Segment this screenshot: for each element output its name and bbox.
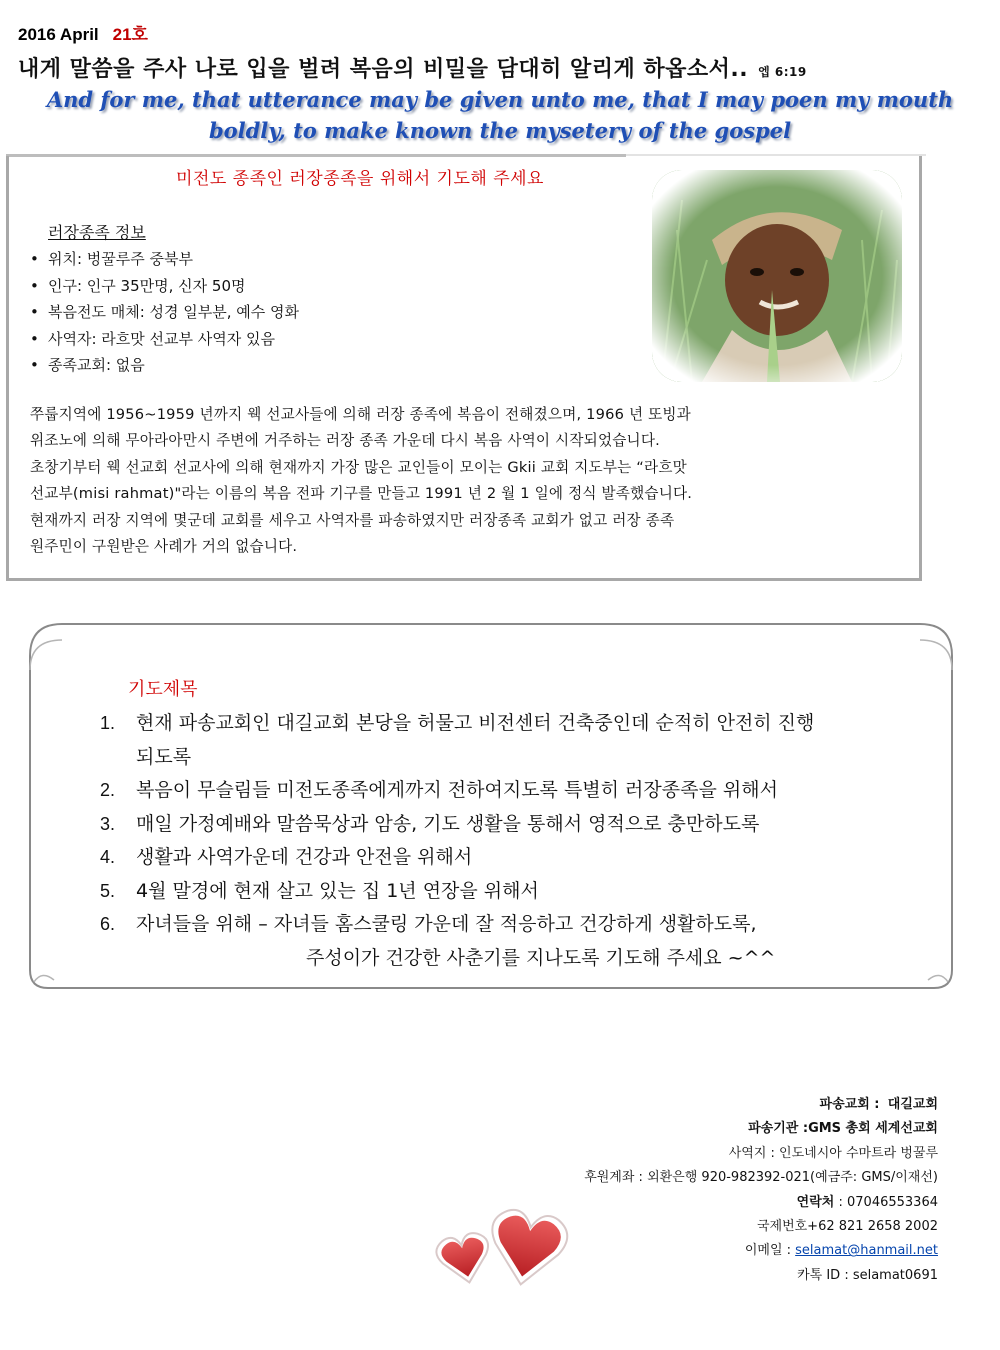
prayer-item <box>100 875 920 909</box>
prayer-item <box>100 841 920 875</box>
fact-church: • 종족교회: 없음 <box>30 352 299 379</box>
email-link[interactable]: selamat@hanmail.net <box>795 1243 938 1259</box>
prayer-item-text-cont: 되도록 <box>136 745 192 768</box>
prayer-item-text: 현재 파송교회인 대길교회 본당을 허물고 비전센터 건축중인데 순적히 안전히 진행 <box>136 712 815 734</box>
email-row <box>584 1239 938 1263</box>
prayer-item-text: 자녀들을 위해 – 자녀들 홈스쿨링 가운데 잘 적응하고 건강하게 생활하도록, <box>136 913 757 935</box>
info-title: 미전도 종족인 러장종족을 위해서 기도해 주세요 <box>176 169 544 189</box>
korean-verse-text: 내게 말씀을 주사 나로 입을 벌려 복음의 비밀을 담대히 알리게 하옵소서.. <box>18 57 749 82</box>
prayer-list <box>100 707 920 975</box>
contact-info <box>584 1093 938 1288</box>
tribe-child-photo <box>652 170 902 382</box>
paragraph-line: 쭈룹지역에 1956~1959 년까지 웩 선교사들에 의해 러장 종족에 복음이 전해졌으며, 1966 년 또빙과 <box>30 406 691 423</box>
kakao-id: 카톡 ID : selamat0691 <box>797 1267 938 1283</box>
prayer-item-text: 4월 말경에 현재 살고 있는 집 1년 연장을 위해서 <box>136 879 539 902</box>
prayer-item-number: 4. <box>100 847 116 867</box>
phone-value: : 07046553364 <box>838 1194 938 1210</box>
prayer-item-number: 5. <box>100 880 116 901</box>
phone-row <box>584 1191 938 1215</box>
korean-verse <box>18 52 807 83</box>
prayer-item-number: 1. <box>100 713 116 733</box>
prayer-item-text: 매일 가정예배와 말씀묵상과 암송, 기도 생활을 통해서 영적으로 충만하도록 <box>136 812 760 835</box>
prayer-item <box>100 908 920 975</box>
fact-population: • 인구: 인구 35만명, 신자 50명 <box>30 273 299 300</box>
prayer-item-text-cont: 주성이가 건강한 사춘기를 지나도록 기도해 주세요 ~^^ <box>306 946 776 969</box>
email-label: 이메일 : <box>744 1243 792 1259</box>
paragraph-line: 현재까지 러장 지역에 몇군데 교회를 세우고 사역자를 파송하였지만 러장종족 교회가 없고 러장 종족 <box>30 511 675 529</box>
paragraph-line: 초창기부터 웩 선교회 선교사에 의해 현재까지 가장 많은 교인들이 모이는 Gkii 교회 지도부는 “라흐맛 <box>30 458 687 476</box>
sending-church-label: 파송교회 : <box>819 1097 880 1112</box>
photo-illustration <box>652 170 902 382</box>
paragraph-line: 원주민이 구원받은 사례가 거의 없습니다. <box>30 538 298 556</box>
sending-org-label: 파송기관 : <box>748 1121 809 1137</box>
newsletter-date <box>18 20 148 45</box>
sending-org-row <box>584 1117 938 1141</box>
issue-number: 21호 <box>112 25 148 44</box>
fact-workers: • 사역자: 라흐맛 선교부 사역자 있음 <box>30 326 299 353</box>
verse-reference: 엡 6:19 <box>758 65 807 79</box>
mission-field: 사역지 : 인도네시아 수마트라 벙꿀루 <box>728 1145 938 1161</box>
prayer-item <box>100 707 920 774</box>
date-text: 2016 April <box>18 25 99 44</box>
hearts-icon <box>430 1195 580 1295</box>
paragraph-line: 선교부(misi rahmat)"라는 이름의 복음 전파 기구를 만들고 1991 년 2 월 1 일에 정식 발족했습니다. <box>30 485 693 503</box>
prayer-item-number: 6. <box>100 914 116 934</box>
support-account: 후원계좌 : 외환은행 920-982392-021(예금주: GMS/이재선) <box>584 1170 938 1186</box>
tribe-facts-list <box>30 246 299 379</box>
sending-org-value: GMS 총회 세계선교회 <box>808 1121 938 1137</box>
prayer-heading: 기도제목 <box>128 679 198 700</box>
fact-media: • 복음전도 매체: 성경 일부분, 예수 영화 <box>30 299 299 326</box>
sending-church-value: 대길교회 <box>887 1097 938 1112</box>
paragraph-line: 위조노에 의해 무아라아만시 주변에 거주하는 러장 종족 가운데 다시 복음 사역이 시작되었습니다. <box>30 432 660 450</box>
fact-location: • 위치: 벙꿀루주 중북부 <box>30 246 299 273</box>
prayer-item <box>100 808 920 842</box>
phone-label: 연락처 <box>796 1194 835 1210</box>
intl-phone: 국제번호+62 821 2658 2002 <box>756 1219 938 1235</box>
prayer-item-text: 생활과 사역가운데 건강과 안전을 위해서 <box>136 846 473 868</box>
prayer-item-number: 3. <box>100 813 116 834</box>
prayer-item <box>100 774 920 808</box>
english-verse: And for me, that utterance may be given unto me, that I may poen my mouth boldly, to make known the mysetery of the gospel <box>46 87 954 143</box>
tribe-history-paragraph <box>30 402 900 560</box>
sending-church-row <box>584 1093 938 1117</box>
prayer-item-text: 복음이 무슬림들 미전도종족에게까지 전하여지도록 특별히 러장종족을 위해서 <box>136 779 778 801</box>
prayer-item-number: 2. <box>100 780 116 800</box>
info-subtitle: 러장종족 정보 <box>48 223 146 242</box>
